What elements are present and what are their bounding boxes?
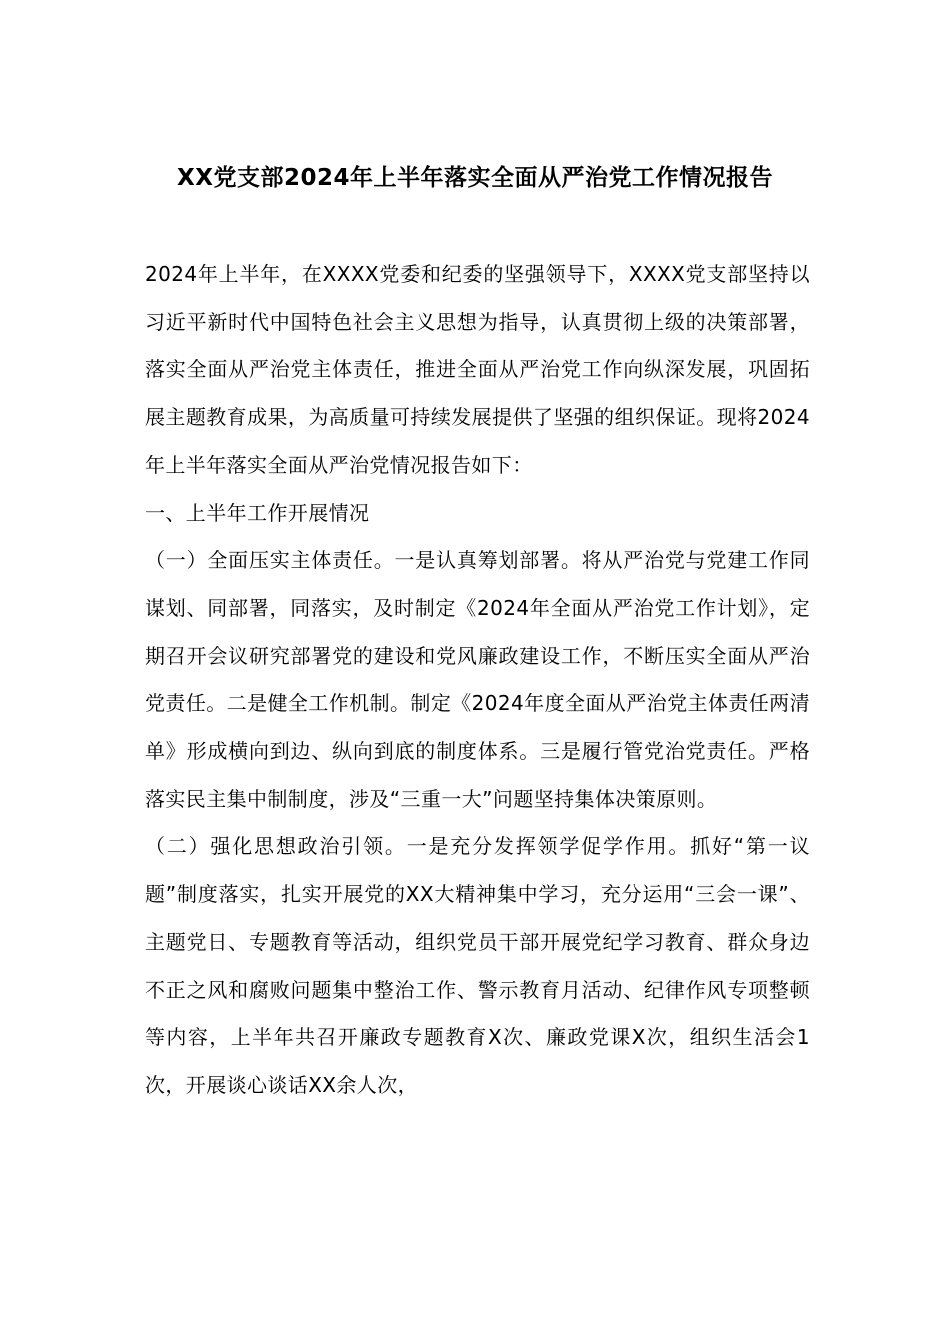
paragraph-intro: 2024年上半年，在XXXX党委和纪委的坚强领导下，XXXX党支部坚持以习近平新时代中国特色社会主义思想为指导，认真贯彻上级的决策部署，落实全面从严治党主体责任，推进全面从严治党工作向纵深发展，巩固拓展主题教育成果，为高质量可持续发展提供了坚强的组织保证。现将2024年上半年落实全面从严治党情况报告如下： bbox=[145, 262, 810, 477]
document-title: XX党支部2024年上半年落实全面从严治党工作情况报告 bbox=[177, 165, 773, 191]
paragraph-responsibility: （一）全面压实主体责任。一是认真筹划部署。将从严治党与党建工作同谋划、同部署，同落实，及时制定《2024年全面从严治党工作计划》，定期召开会议研究部署党的建设和党风廉政建设工作，不断压实全面从严治党责任。二是健全工作机制。制定《2024年度全面从严治党主体责任两清单》形成横向到边、纵向到底的制度体系。三是履行管党治党责任。严格落实民主集中制制度，涉及“三重一大”问题坚持集体决策原则。 bbox=[145, 548, 810, 811]
section-heading: 一、上半年工作开展情况 bbox=[145, 500, 370, 525]
paragraph-political-guidance: （二）强化思想政治引领。一是充分发挥领学促学作用。抓好“第一议题”制度落实，扎实开展党的XX大精神集中学习，充分运用“三会一课”、主题党日、专题教育等活动，组织党员干部开展党纪学习教育、群众身边不正之风和腐败问题集中整治工作、警示教育月活动、纪律作风专项整顿等内容，上半年共召开廉政专题教育X次、廉政党课X次，组织生活会1次，开展谈心谈话XX余人次， bbox=[145, 834, 810, 1097]
document-body bbox=[145, 251, 810, 1110]
